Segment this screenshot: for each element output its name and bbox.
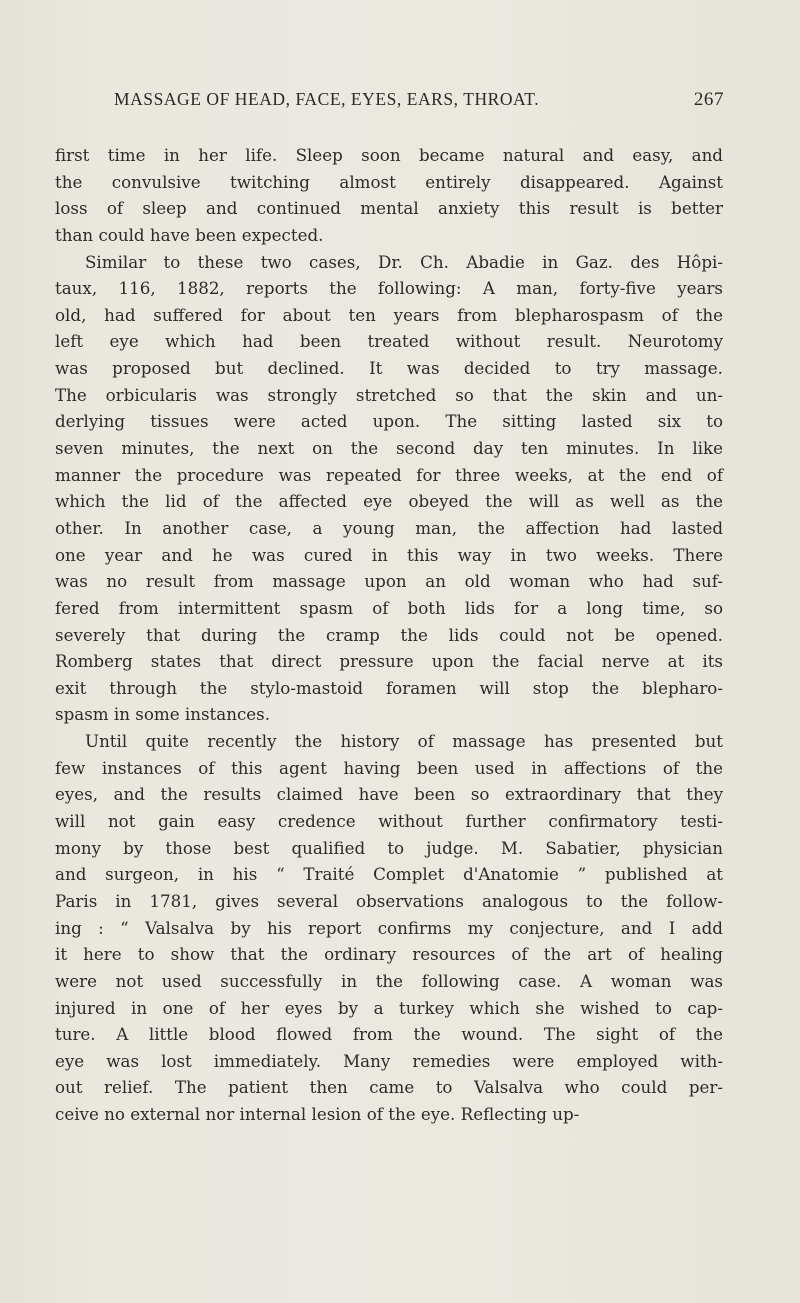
text-line: and surgeon, in his “ Traité Complet d'Anatomie ” published at: [55, 864, 723, 885]
text-line: The orbicularis was strongly stretched so that the skin and un-: [55, 384, 723, 405]
text-line: than could have been expected.: [55, 224, 324, 245]
text-line: ceive no external nor internal lesion of the eye. Reflecting up-: [55, 1104, 580, 1125]
text-line: mony by those best qualified to judge. M. Sabatier, physician: [55, 837, 723, 858]
text-line: taux, 116, 1882, reports the following: A man, forty-five years: [55, 278, 723, 299]
text-line: the convulsive twitching almost entirely disappeared. Against: [55, 171, 723, 192]
page-number: 267: [693, 89, 724, 110]
text-line: which the lid of the affected eye obeyed the will as well as the: [55, 491, 723, 512]
paragraph-start-line: Similar to these two cases, Dr. Ch. Abadie in Gaz. des Hôpi-: [85, 251, 723, 272]
text-line: Romberg states that direct pressure upon the facial nerve at its: [55, 651, 723, 672]
text-line: injured in one of her eyes by a turkey which she wished to cap-: [55, 997, 723, 1018]
text-line: loss of sleep and continued mental anxiety this result is better: [55, 198, 723, 219]
text-line: few instances of this agent having been used in affections of the: [55, 757, 723, 778]
text-line: was no result from massage upon an old woman who had suf-: [55, 571, 723, 592]
text-line: seven minutes, the next on the second day ten minutes. In like: [55, 438, 723, 459]
text-line: derlying tissues were acted upon. The sitting lasted six to: [55, 411, 723, 432]
text-line: ing : “ Valsalva by his report confirms my conjecture, and I add: [55, 917, 723, 938]
text-line: one year and he was cured in this way in two weeks. There: [55, 544, 723, 565]
text-line: it here to show that the ordinary resources of the art of healing: [55, 944, 723, 965]
text-line: severely that during the cramp the lids could not be opened.: [55, 624, 723, 645]
text-line: exit through the stylo-mastoid foramen will stop the blepharo-: [55, 677, 723, 698]
text-line: was proposed but declined. It was decided to try massage.: [55, 358, 723, 379]
text-line: manner the procedure was repeated for three weeks, at the end of: [55, 464, 723, 485]
text-line: old, had suffered for about ten years from blepharospasm of the: [55, 304, 723, 325]
chapter-heading: MASSAGE OF HEAD, FACE, EYES, EARS, THROAT.: [114, 89, 540, 109]
text-line: first time in her life. Sleep soon became natural and easy, and: [55, 145, 723, 165]
paragraph-start-line: Until quite recently the history of massage has presented but: [85, 731, 723, 752]
text-line: other. In another case, a young man, the affection had lasted: [55, 517, 723, 538]
text-line: were not used successfully in the following case. A woman was: [55, 970, 723, 991]
text-line: eyes, and the results claimed have been so extraordinary that they: [55, 784, 723, 805]
text-line: eye was lost immediately. Many remedies were employed with-: [55, 1050, 723, 1071]
body-text: [55, 142, 723, 1128]
text-line: Paris in 1781, gives several observations analogous to the follow-: [55, 890, 723, 911]
text-line: will not gain easy credence without further confirmatory testi-: [55, 811, 723, 832]
text-line: out relief. The patient then came to Valsalva who could per-: [55, 1077, 723, 1098]
text-line: fered from intermittent spasm of both lids for a long time, so: [55, 597, 723, 618]
text-line: ture. A little blood flowed from the wound. The sight of the: [55, 1024, 723, 1045]
text-line: left eye which had been treated without result. Neurotomy: [55, 331, 723, 352]
text-line: spasm in some instances.: [55, 704, 271, 725]
running-header: [114, 89, 724, 123]
